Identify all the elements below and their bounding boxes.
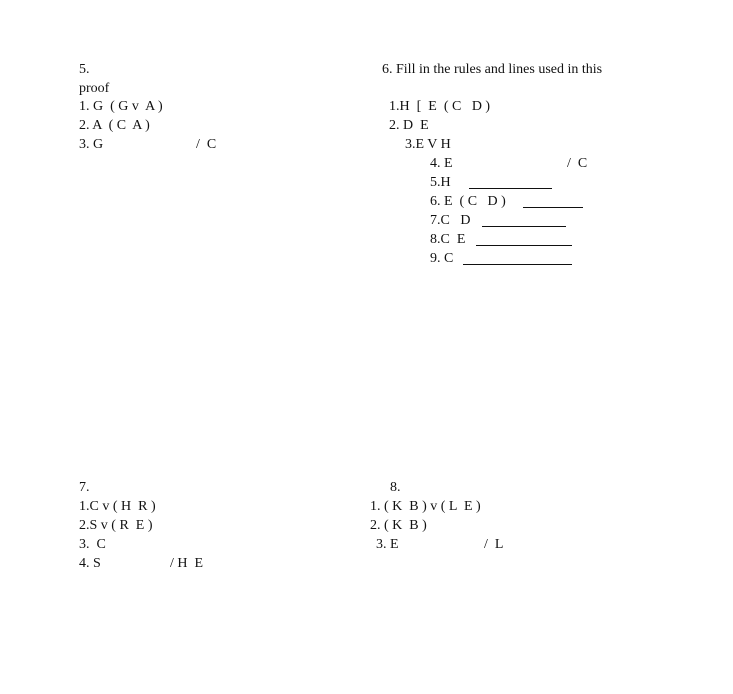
formula: C — [96, 537, 106, 552]
line-number: 7. — [430, 213, 441, 228]
formula: E ( C D ) — [444, 194, 506, 209]
line-number: 1. — [370, 499, 381, 514]
problem-5-number: 5. — [79, 62, 90, 77]
problem-6-line-9 — [430, 251, 453, 267]
line-number: 2. — [370, 518, 381, 533]
problem-5-goal: / C — [196, 137, 217, 152]
line-number: 2. — [79, 118, 90, 133]
formula: E — [444, 156, 453, 171]
formula: S v ( R E ) — [89, 518, 153, 533]
answer-blank-line-6[interactable] — [523, 195, 583, 208]
line-number: 2. — [389, 118, 400, 133]
answer-blank-line-7[interactable] — [482, 214, 566, 227]
formula: C D — [440, 213, 471, 228]
formula: G — [93, 137, 104, 152]
problem-6-line-7 — [430, 213, 470, 229]
problem-6-goal: / C — [567, 156, 588, 171]
formula: E — [390, 537, 399, 552]
line-number: 1. — [79, 499, 90, 514]
line-number: 3. — [79, 537, 90, 552]
formula: D E — [403, 118, 429, 133]
formula: A ( C A ) — [92, 118, 150, 133]
problem-8-number: 8. — [390, 480, 401, 495]
formula: E V H — [415, 137, 451, 152]
formula: ( K B ) — [384, 518, 427, 533]
problem-6-line-8 — [430, 232, 465, 248]
line-number: 1. — [79, 99, 90, 114]
problem-5-line-1 — [79, 99, 163, 115]
formula: C v ( H R ) — [89, 499, 156, 514]
formula: G ( G v A ) — [93, 99, 163, 114]
problem-7-goal: / H E — [170, 556, 204, 571]
formula: C — [444, 251, 454, 266]
problem-7-number: 7. — [79, 480, 90, 495]
problem-7-line-1 — [79, 499, 156, 515]
line-number: 2. — [79, 518, 90, 533]
answer-blank-line-8[interactable] — [476, 233, 572, 246]
line-number: 4. — [79, 556, 90, 571]
problem-6-line-4 — [430, 156, 453, 172]
formula: C E — [440, 232, 466, 247]
line-number: 9. — [430, 251, 441, 266]
problem-7-line-4 — [79, 556, 101, 572]
line-number: 4. — [430, 156, 441, 171]
line-number: 8. — [430, 232, 441, 247]
formula: ( K B ) v ( L E ) — [384, 499, 481, 514]
line-number: 1. — [389, 99, 400, 114]
problem-7-line-2 — [79, 518, 153, 534]
line-number: 5. — [430, 175, 441, 190]
problem-6-line-6 — [430, 194, 506, 210]
problem-6-line-5 — [430, 175, 451, 191]
formula: H — [440, 175, 451, 190]
line-number: 3. — [376, 537, 387, 552]
problem-6-line-3 — [405, 137, 451, 153]
problem-8-line-2 — [370, 518, 427, 534]
problem-5-line-2 — [79, 118, 150, 134]
problem-8-line-3 — [376, 537, 399, 553]
formula: H [ E ( C D ) — [399, 99, 491, 114]
problem-8-line-1 — [370, 499, 481, 515]
problem-6-line-1 — [389, 99, 490, 115]
problem-8-goal: / L — [484, 537, 504, 552]
problem-5-label: proof — [79, 81, 110, 96]
line-number: 3. — [79, 137, 90, 152]
line-number: 6. — [430, 194, 441, 209]
line-number: 3. — [405, 137, 416, 152]
answer-blank-line-9[interactable] — [463, 252, 572, 265]
problem-6-title: 6. Fill in the rules and lines used in this — [382, 62, 603, 77]
formula: S — [93, 556, 101, 571]
answer-blank-line-5[interactable] — [469, 176, 552, 189]
problem-5-line-3 — [79, 137, 103, 153]
problem-6-line-2 — [389, 118, 429, 134]
problem-7-line-3 — [79, 537, 106, 553]
